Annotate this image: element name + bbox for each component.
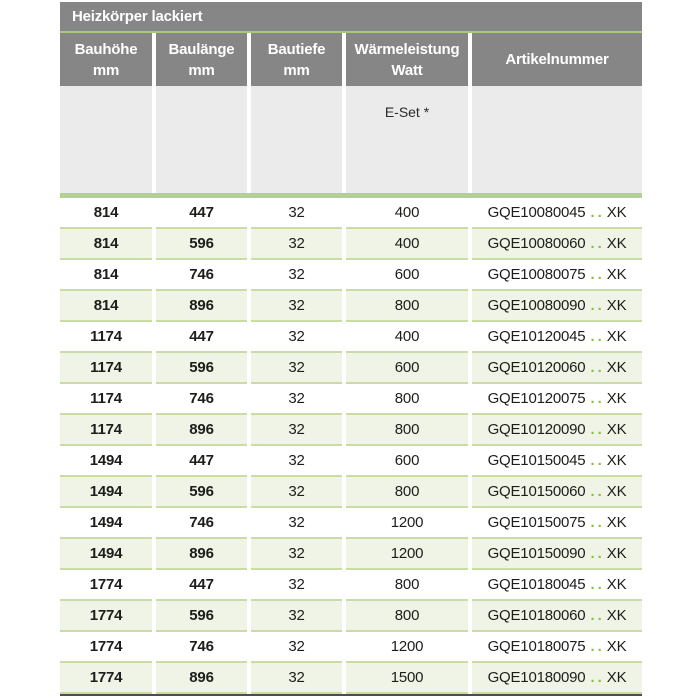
cell-artikelnummer	[472, 570, 642, 601]
table-row	[60, 632, 642, 663]
cell-baulaenge: 447	[156, 446, 247, 477]
artikel-separator-dots: ..	[590, 297, 605, 314]
cell-watt: 600	[346, 446, 468, 477]
artikel-separator-dots: ..	[590, 514, 605, 531]
artikel-code: GQE10080045	[487, 204, 586, 221]
cell-baulaenge: 746	[156, 508, 247, 539]
cell-artikelnummer	[472, 663, 642, 694]
artikel-code: GQE10120045	[487, 328, 586, 345]
cell-artikelnummer	[472, 322, 642, 353]
cell-bautiefe: 32	[251, 291, 342, 322]
table-row	[60, 353, 642, 384]
cell-bauhoehe: 1774	[60, 632, 152, 663]
cell-bautiefe: 32	[251, 198, 342, 229]
artikel-separator-dots: ..	[590, 576, 605, 593]
cell-bauhoehe: 814	[60, 291, 152, 322]
cell-bautiefe: 32	[251, 260, 342, 291]
cell-watt: 1200	[346, 539, 468, 570]
column-header-label: Baulänge	[168, 40, 235, 58]
table-row	[60, 322, 642, 353]
column-header-bautiefe	[251, 33, 342, 86]
artikel-suffix: XK	[606, 607, 627, 624]
cell-bauhoehe: 1774	[60, 570, 152, 601]
cell-bauhoehe: 814	[60, 198, 152, 229]
artikel-separator-dots: ..	[590, 390, 605, 407]
column-header-unit: mm	[92, 61, 120, 79]
cell-watt: 400	[346, 229, 468, 260]
artikel-separator-dots: ..	[590, 235, 605, 252]
table-title: Heizkörper lackiert	[60, 2, 642, 31]
cell-bauhoehe: 1774	[60, 601, 152, 632]
artikel-suffix: XK	[606, 204, 627, 221]
cell-bauhoehe: 1174	[60, 384, 152, 415]
column-header-label: Bautiefe	[267, 40, 326, 58]
column-header-baulaenge	[156, 33, 247, 86]
table-row	[60, 477, 642, 508]
cell-watt: 1200	[346, 508, 468, 539]
column-header-label: Artikelnummer	[505, 51, 609, 68]
column-header-row	[60, 33, 642, 86]
cell-baulaenge: 896	[156, 415, 247, 446]
artikel-code: GQE10150090	[487, 545, 586, 562]
table-row	[60, 229, 642, 260]
subheader-row	[60, 86, 642, 193]
cell-watt: 800	[346, 291, 468, 322]
table-row	[60, 570, 642, 601]
cell-bautiefe: 32	[251, 446, 342, 477]
column-header-unit: mm	[188, 61, 215, 79]
cell-artikelnummer	[472, 260, 642, 291]
artikel-suffix: XK	[606, 545, 627, 562]
artikel-suffix: XK	[606, 638, 627, 655]
artikel-code: GQE10150075	[487, 514, 586, 531]
cell-bautiefe: 32	[251, 322, 342, 353]
cell-watt: 600	[346, 353, 468, 384]
table-row	[60, 508, 642, 539]
cell-artikelnummer	[472, 539, 642, 570]
cell-baulaenge: 596	[156, 229, 247, 260]
cell-bauhoehe: 814	[60, 260, 152, 291]
cell-artikelnummer	[472, 291, 642, 322]
cell-bautiefe: 32	[251, 601, 342, 632]
artikel-separator-dots: ..	[590, 266, 605, 283]
table-row	[60, 663, 642, 694]
table-row	[60, 601, 642, 632]
table-row	[60, 291, 642, 322]
cell-bauhoehe: 1494	[60, 477, 152, 508]
cell-watt: 800	[346, 570, 468, 601]
cell-baulaenge: 596	[156, 601, 247, 632]
artikel-separator-dots: ..	[590, 483, 605, 500]
cell-bauhoehe: 1494	[60, 539, 152, 570]
artikel-code: GQE10150060	[487, 483, 586, 500]
cell-artikelnummer	[472, 229, 642, 260]
cell-watt: 800	[346, 384, 468, 415]
cell-baulaenge: 447	[156, 570, 247, 601]
column-header-unit: mm	[283, 61, 310, 79]
cell-watt: 800	[346, 415, 468, 446]
artikel-separator-dots: ..	[590, 421, 605, 438]
cell-artikelnummer	[472, 632, 642, 663]
artikel-suffix: XK	[606, 235, 627, 252]
artikel-suffix: XK	[606, 421, 627, 438]
artikel-separator-dots: ..	[590, 328, 605, 345]
cell-bauhoehe: 1494	[60, 508, 152, 539]
cell-bautiefe: 32	[251, 415, 342, 446]
table-row	[60, 415, 642, 446]
cell-bauhoehe: 1174	[60, 353, 152, 384]
artikel-code: GQE10180090	[487, 669, 586, 686]
cell-artikelnummer	[472, 601, 642, 632]
cell-bauhoehe: 814	[60, 229, 152, 260]
cell-watt: 400	[346, 198, 468, 229]
table-row	[60, 384, 642, 415]
artikel-suffix: XK	[606, 452, 627, 469]
cell-bautiefe: 32	[251, 353, 342, 384]
cell-bautiefe: 32	[251, 384, 342, 415]
cell-bautiefe: 32	[251, 570, 342, 601]
cell-artikelnummer	[472, 353, 642, 384]
cell-watt: 600	[346, 260, 468, 291]
artikel-suffix: XK	[606, 359, 627, 376]
artikel-code: GQE10080060	[487, 235, 586, 252]
cell-artikelnummer	[472, 446, 642, 477]
cell-baulaenge: 896	[156, 291, 247, 322]
subheader-cell-bautiefe	[251, 86, 342, 193]
artikel-code: GQE10080075	[487, 266, 586, 283]
cell-baulaenge: 896	[156, 539, 247, 570]
column-header-label: Bauhöhe	[74, 40, 138, 58]
artikel-separator-dots: ..	[590, 545, 605, 562]
cell-bauhoehe: 1174	[60, 415, 152, 446]
column-header-waermeleistung	[346, 33, 468, 86]
cell-bautiefe: 32	[251, 508, 342, 539]
artikel-code: GQE10180060	[487, 607, 586, 624]
column-header-label: Wärmeleistung	[354, 40, 460, 58]
artikel-separator-dots: ..	[590, 359, 605, 376]
cell-watt: 800	[346, 601, 468, 632]
artikel-separator-dots: ..	[590, 669, 605, 686]
cell-bauhoehe: 1774	[60, 663, 152, 694]
artikel-code: GQE10120075	[487, 390, 586, 407]
artikel-separator-dots: ..	[590, 452, 605, 469]
cell-baulaenge: 896	[156, 663, 247, 694]
artikel-separator-dots: ..	[590, 607, 605, 624]
cell-watt: 1500	[346, 663, 468, 694]
eset-label: E-Set *	[384, 104, 430, 120]
column-header-unit: Watt	[391, 61, 423, 79]
cell-bautiefe: 32	[251, 229, 342, 260]
artikel-suffix: XK	[606, 483, 627, 500]
table-body	[60, 198, 642, 694]
artikel-separator-dots: ..	[590, 204, 605, 221]
column-header-artikelnummer	[472, 33, 642, 86]
cell-baulaenge: 596	[156, 353, 247, 384]
artikel-suffix: XK	[606, 669, 627, 686]
cell-artikelnummer	[472, 415, 642, 446]
table-row	[60, 539, 642, 570]
cell-artikelnummer	[472, 198, 642, 229]
cell-baulaenge: 746	[156, 384, 247, 415]
table-row	[60, 198, 642, 229]
radiator-spec-table	[60, 2, 642, 696]
artikel-code: GQE10180075	[487, 638, 586, 655]
table-bottom-border	[60, 694, 642, 696]
subheader-cell-waermeleistung	[346, 86, 468, 193]
cell-bautiefe: 32	[251, 663, 342, 694]
cell-baulaenge: 447	[156, 198, 247, 229]
cell-artikelnummer	[472, 477, 642, 508]
subheader-cell-baulaenge	[156, 86, 247, 193]
artikel-suffix: XK	[606, 576, 627, 593]
cell-watt: 1200	[346, 632, 468, 663]
cell-bauhoehe: 1174	[60, 322, 152, 353]
cell-artikelnummer	[472, 508, 642, 539]
cell-baulaenge: 596	[156, 477, 247, 508]
artikel-suffix: XK	[606, 328, 627, 345]
artikel-separator-dots: ..	[590, 638, 605, 655]
table-row	[60, 446, 642, 477]
subheader-cell-bauhoehe	[60, 86, 152, 193]
cell-artikelnummer	[472, 384, 642, 415]
cell-bautiefe: 32	[251, 477, 342, 508]
cell-bauhoehe: 1494	[60, 446, 152, 477]
table-row	[60, 260, 642, 291]
cell-baulaenge: 746	[156, 632, 247, 663]
artikel-suffix: XK	[606, 514, 627, 531]
artikel-suffix: XK	[606, 390, 627, 407]
cell-bautiefe: 32	[251, 539, 342, 570]
subheader-cell-artikelnummer	[472, 86, 642, 193]
artikel-code: GQE10120060	[487, 359, 586, 376]
artikel-suffix: XK	[606, 266, 627, 283]
cell-bautiefe: 32	[251, 632, 342, 663]
artikel-suffix: XK	[606, 297, 627, 314]
artikel-code: GQE10180045	[487, 576, 586, 593]
column-header-bauhoehe	[60, 33, 152, 86]
cell-baulaenge: 746	[156, 260, 247, 291]
artikel-code: GQE10120090	[487, 421, 586, 438]
cell-watt: 800	[346, 477, 468, 508]
artikel-code: GQE10150045	[487, 452, 586, 469]
cell-baulaenge: 447	[156, 322, 247, 353]
cell-watt: 400	[346, 322, 468, 353]
artikel-code: GQE10080090	[487, 297, 586, 314]
